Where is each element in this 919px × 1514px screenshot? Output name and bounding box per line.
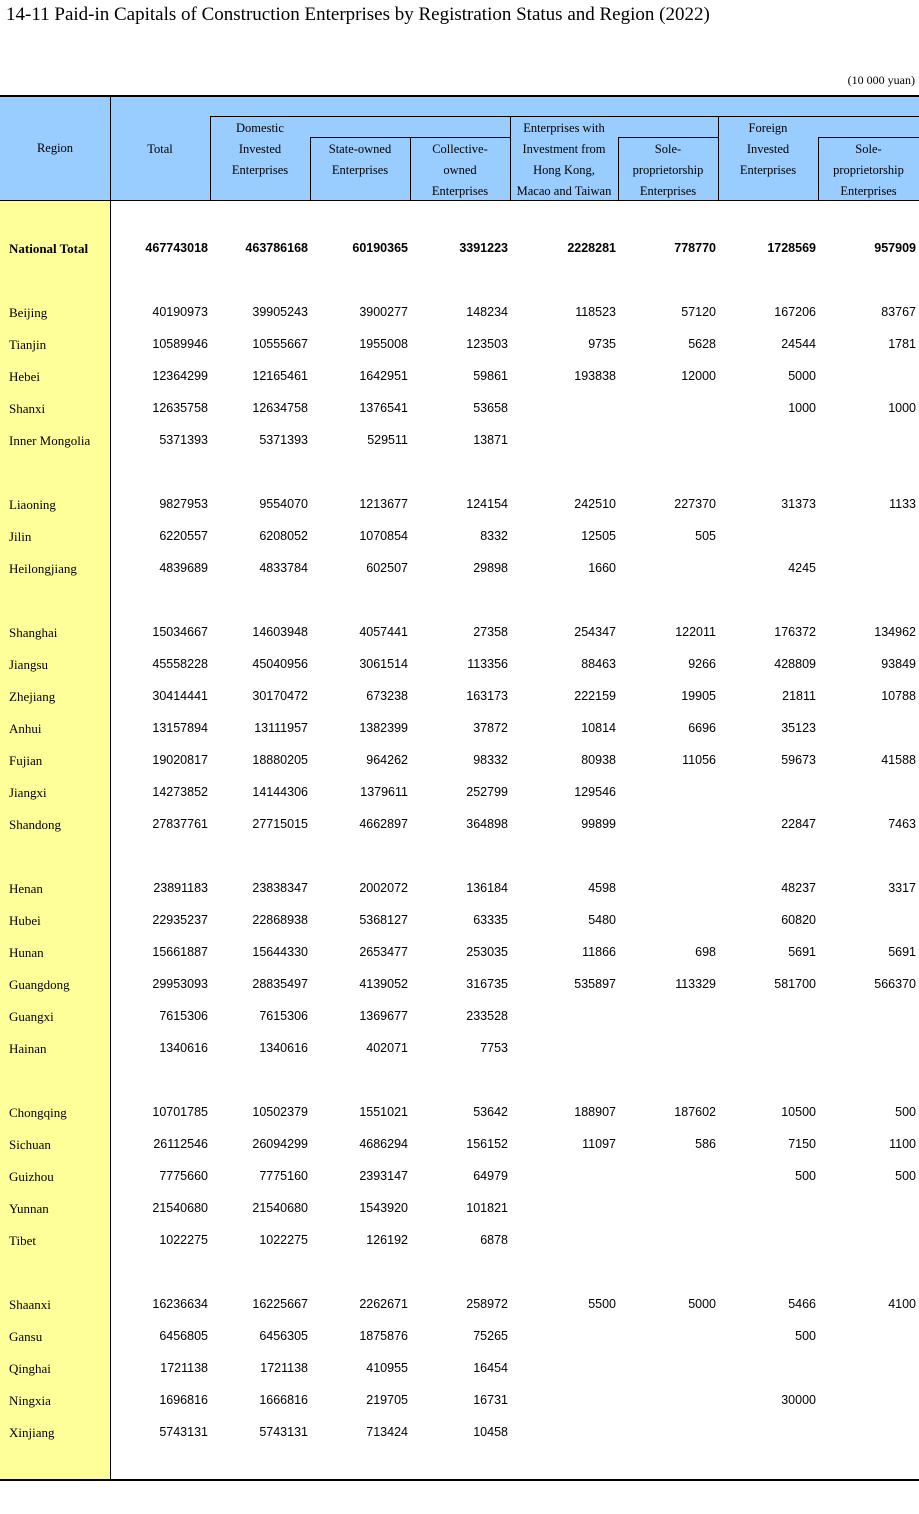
header-divider (210, 116, 919, 117)
table-cell: 4100 (888, 1297, 916, 1311)
table-cell: 2228281 (567, 241, 616, 255)
region-name: Heilongjiang (9, 561, 77, 576)
table-cell: 698 (695, 945, 716, 959)
table-cell: 1213677 (359, 497, 408, 511)
table-cell: 10555667 (252, 337, 308, 351)
table-row (0, 1041, 919, 1061)
table-cell: 7775660 (159, 1169, 208, 1183)
table-cell: 219705 (366, 1393, 408, 1407)
table-cell: 467743018 (145, 241, 208, 255)
table-cell: 21540680 (252, 1201, 308, 1215)
table-cell: 1100 (889, 1137, 916, 1151)
table-cell: 12165461 (252, 369, 308, 383)
table-row (0, 1297, 919, 1317)
table-row (0, 1329, 919, 1349)
table-cell: 1340616 (159, 1041, 208, 1055)
table-cell: 16454 (473, 1361, 508, 1375)
table-cell: 11866 (582, 945, 616, 959)
table-cell: 1022275 (159, 1233, 208, 1247)
table-cell: 27715015 (252, 817, 308, 831)
table-cell: 59861 (473, 369, 508, 383)
region-name: Sichuan (9, 1137, 51, 1152)
table-cell: 6220557 (159, 529, 208, 543)
table-cell: 2653477 (359, 945, 408, 959)
table-cell: 75265 (473, 1329, 508, 1343)
table-cell: 53658 (473, 401, 508, 415)
table-cell: 16731 (473, 1393, 508, 1407)
table-row (0, 657, 919, 677)
table-cell: 123503 (466, 337, 508, 351)
table-cell: 10589946 (152, 337, 208, 351)
table-cell: 23838347 (252, 881, 308, 895)
table-cell: 673238 (366, 689, 408, 703)
header-collective: Collective- owned Enterprises (431, 142, 489, 198)
table-row (0, 977, 919, 997)
table-row (0, 945, 919, 965)
table-cell: 113356 (467, 657, 508, 671)
table-row (0, 913, 919, 933)
table-cell: 11056 (682, 753, 716, 767)
table-cell: 16236634 (152, 1297, 208, 1311)
table-cell: 1376541 (359, 401, 408, 415)
header-foreign: Foreign Invested Enterprises (739, 121, 797, 177)
table-cell: 7463 (888, 817, 916, 831)
table-cell: 3391223 (459, 241, 508, 255)
table-cell: 4245 (788, 561, 816, 575)
table-cell: 10502379 (252, 1105, 308, 1119)
page-title: 14-11 Paid-in Capitals of Construction Enterprises by Registration Status and Region (2022) (6, 4, 710, 25)
table-cell: 26094299 (252, 1137, 308, 1151)
table-cell: 2393147 (359, 1169, 408, 1183)
table-cell: 39905243 (252, 305, 308, 319)
table-cell: 5500 (588, 1297, 616, 1311)
table-row (0, 561, 919, 581)
table-cell: 27837761 (152, 817, 208, 831)
table-cell: 1696816 (159, 1393, 208, 1407)
header-foreign-sole: Sole- proprietorship Enterprises (833, 142, 904, 198)
table-cell: 10458 (473, 1425, 508, 1439)
table-row-national-total (0, 241, 919, 261)
table-cell: 252799 (466, 785, 508, 799)
table-cell: 13871 (473, 433, 508, 447)
table-cell: 7753 (480, 1041, 508, 1055)
unit-label: (10 000 yuan) (847, 73, 915, 87)
table-cell: 9735 (588, 337, 616, 351)
table-cell: 12505 (581, 529, 616, 543)
table-cell: 31373 (781, 497, 816, 511)
table-cell: 30170472 (252, 689, 308, 703)
table-cell: 10788 (881, 689, 916, 703)
region-name: Tianjin (9, 337, 47, 352)
table-row (0, 625, 919, 645)
table-cell: 581700 (774, 977, 816, 991)
table-cell: 41588 (881, 753, 916, 767)
table-cell: 9266 (688, 657, 716, 671)
region-name: Shanghai (9, 625, 58, 640)
table-cell: 6456805 (159, 1329, 208, 1343)
table-cell: 5743131 (259, 1425, 308, 1439)
table-cell: 233528 (466, 1009, 508, 1023)
table-cell: 15661887 (152, 945, 208, 959)
table-cell: 136184 (466, 881, 508, 895)
table-cell: 16225667 (252, 1297, 308, 1311)
region-name: Hainan (9, 1041, 47, 1056)
table-cell: 11097 (582, 1137, 616, 1151)
table-cell: 28835497 (252, 977, 308, 991)
table-cell: 19905 (681, 689, 716, 703)
region-name: Fujian (9, 753, 43, 768)
region-name: Jilin (9, 529, 32, 544)
table-cell: 22847 (781, 817, 816, 831)
header-hmt-sole: Sole- proprietorship Enterprises (632, 142, 704, 198)
table-cell: 7615306 (259, 1009, 308, 1023)
table-cell: 88463 (581, 657, 616, 671)
table-cell: 2262671 (359, 1297, 408, 1311)
region-name: Ningxia (9, 1393, 51, 1408)
region-name: Hunan (9, 945, 44, 960)
table-cell: 410955 (366, 1361, 408, 1375)
table-row (0, 1105, 919, 1125)
table-cell: 1369677 (359, 1009, 408, 1023)
table-row (0, 401, 919, 421)
table-cell: 428809 (774, 657, 816, 671)
table-cell: 13111957 (254, 721, 308, 735)
table-row (0, 881, 919, 901)
table-cell: 30000 (781, 1393, 816, 1407)
table-cell: 22868938 (252, 913, 308, 927)
table-row (0, 1137, 919, 1157)
table-cell: 1642951 (359, 369, 408, 383)
table-cell: 40190973 (152, 305, 208, 319)
region-name: Guangxi (9, 1009, 54, 1024)
table-cell: 5628 (688, 337, 716, 351)
table-cell: 6456305 (259, 1329, 308, 1343)
table-cell: 12635758 (152, 401, 208, 415)
region-name: Shandong (9, 817, 61, 832)
table-row (0, 1009, 919, 1029)
table-cell: 242510 (574, 497, 616, 511)
table-cell: 5466 (788, 1297, 816, 1311)
table-cell: 4662897 (359, 817, 408, 831)
table-cell: 53642 (473, 1105, 508, 1119)
region-column-background (0, 201, 110, 1480)
table-cell: 101821 (466, 1201, 508, 1215)
table-cell: 500 (895, 1105, 916, 1119)
table-row (0, 1169, 919, 1189)
table-cell: 5000 (788, 369, 816, 383)
table-cell: 713424 (366, 1425, 408, 1439)
table-cell: 4833784 (259, 561, 308, 575)
table-cell: 118523 (575, 305, 616, 319)
table-cell: 586 (695, 1137, 716, 1151)
table-row (0, 1393, 919, 1413)
table-cell: 18880205 (252, 753, 308, 767)
table-cell: 4057441 (359, 625, 408, 639)
table-cell: 227370 (674, 497, 716, 511)
table-cell: 7615306 (159, 1009, 208, 1023)
table-cell: 500 (895, 1169, 916, 1183)
table-cell: 1875876 (359, 1329, 408, 1343)
table-row (0, 337, 919, 357)
table-cell: 126192 (366, 1233, 408, 1247)
table-cell: 258972 (466, 1297, 508, 1311)
region-name: Xinjiang (9, 1425, 55, 1440)
table-cell: 167206 (774, 305, 816, 319)
table-cell: 124154 (466, 497, 508, 511)
table-cell: 57120 (681, 305, 716, 319)
table-cell: 93849 (881, 657, 916, 671)
region-name: Shaanxi (9, 1297, 51, 1312)
table-cell: 1379611 (360, 785, 408, 799)
header-region: Region (36, 141, 74, 155)
table-cell: 778770 (674, 241, 716, 255)
table-cell: 12364299 (152, 369, 208, 383)
table-cell: 602507 (366, 561, 408, 575)
table-cell: 5371393 (259, 433, 308, 447)
table-cell: 21811 (782, 689, 816, 703)
table-cell: 9554070 (259, 497, 308, 511)
table-cell: 1781 (888, 337, 916, 351)
table-cell: 529511 (367, 433, 408, 447)
region-name: Jiangsu (9, 657, 48, 672)
table-cell: 5480 (588, 913, 616, 927)
table-cell: 957909 (874, 241, 916, 255)
region-name: Guizhou (9, 1169, 54, 1184)
table-row (0, 785, 919, 805)
table-cell: 1721138 (160, 1361, 208, 1375)
table-cell: 21540680 (152, 1201, 208, 1215)
table-bottom-border (0, 1479, 919, 1481)
table-row (0, 1361, 919, 1381)
table-cell: 156152 (466, 1137, 508, 1151)
table-cell: 964262 (366, 753, 408, 767)
table-cell: 566370 (874, 977, 916, 991)
table-cell: 63335 (473, 913, 508, 927)
table-cell: 1022275 (259, 1233, 308, 1247)
region-name: Jiangxi (9, 785, 47, 800)
table-cell: 45558228 (152, 657, 208, 671)
table-cell: 4139052 (359, 977, 408, 991)
region-name: Yunnan (9, 1201, 49, 1216)
table-cell: 193838 (574, 369, 616, 383)
table-cell: 316735 (466, 977, 508, 991)
table-cell: 5743131 (159, 1425, 208, 1439)
region-name: Shanxi (9, 401, 46, 416)
region-name: Chongqing (9, 1105, 67, 1120)
table-cell: 6696 (688, 721, 716, 735)
table-cell: 10814 (581, 721, 616, 735)
table-cell: 2002072 (359, 881, 408, 895)
table-cell: 83767 (881, 305, 916, 319)
region-name: Henan (9, 881, 43, 896)
table-cell: 254347 (574, 625, 616, 639)
table-cell: 98332 (473, 753, 508, 767)
table-cell: 6878 (480, 1233, 508, 1247)
table-cell: 29953093 (152, 977, 208, 991)
table-cell: 80938 (581, 753, 616, 767)
table-row (0, 433, 919, 453)
table-row (0, 369, 919, 389)
table-cell: 122011 (675, 625, 716, 639)
table-row (0, 689, 919, 709)
header-domestic: Domestic Invested Enterprises (231, 121, 289, 177)
table-cell: 163173 (466, 689, 508, 703)
table-cell: 505 (695, 529, 716, 543)
table-cell: 1955008 (359, 337, 408, 351)
table-row (0, 1425, 919, 1445)
table-cell: 535897 (574, 977, 616, 991)
table-cell: 1721138 (260, 1361, 308, 1375)
table-row (0, 1233, 919, 1253)
table-cell: 9827953 (159, 497, 208, 511)
table-row (0, 497, 919, 517)
table-cell: 13157894 (152, 721, 208, 735)
region-name: Inner Mongolia (9, 433, 91, 448)
table-cell: 1000 (788, 401, 816, 415)
table-cell: 148234 (466, 305, 508, 319)
header-total: Total (147, 142, 173, 156)
table-cell: 1666816 (259, 1393, 308, 1407)
table-cell: 23891183 (153, 881, 208, 895)
header-hmt: Enterprises with Investment from Hong Kong, Macao and Taiwan (516, 121, 612, 198)
table-row (0, 1201, 919, 1221)
table-cell: 14603948 (252, 625, 308, 639)
table-cell: 5368127 (359, 913, 408, 927)
table-cell: 1133 (889, 497, 916, 511)
table-cell: 188907 (574, 1105, 616, 1119)
header-divider (618, 137, 718, 138)
table-cell: 5000 (688, 1297, 716, 1311)
header-divider (818, 137, 919, 138)
table-cell: 6208052 (259, 529, 308, 543)
table-cell: 99899 (581, 817, 616, 831)
table-cell: 26112546 (153, 1137, 208, 1151)
table-cell: 176372 (774, 625, 816, 639)
table-cell: 7775160 (259, 1169, 308, 1183)
table-cell: 45040956 (252, 657, 308, 671)
table-cell: 1543920 (359, 1201, 408, 1215)
table-cell: 5691 (888, 945, 916, 959)
region-name: Liaoning (9, 497, 56, 512)
table-cell: 60820 (781, 913, 816, 927)
table-cell: 24544 (781, 337, 816, 351)
table-cell: 59673 (781, 753, 816, 767)
table-cell: 1340616 (259, 1041, 308, 1055)
table-cell: 1660 (588, 561, 616, 575)
region-name: Guangdong (9, 977, 70, 992)
table-cell: 187602 (674, 1105, 716, 1119)
table-cell: 22935237 (152, 913, 208, 927)
region-name: Qinghai (9, 1361, 51, 1376)
table-cell: 19020817 (152, 753, 208, 767)
table-cell: 4839689 (159, 561, 208, 575)
table-cell: 222159 (574, 689, 616, 703)
region-name: Gansu (9, 1329, 43, 1344)
region-name: Anhui (9, 721, 42, 736)
table-cell: 12000 (681, 369, 716, 383)
table-cell: 1551021 (359, 1105, 408, 1119)
table-cell: 14144306 (252, 785, 308, 799)
table-cell: 7150 (788, 1137, 816, 1151)
table-cell: 3900277 (359, 305, 408, 319)
table-cell: 14273852 (152, 785, 208, 799)
table-cell: 29898 (473, 561, 508, 575)
table-row (0, 305, 919, 325)
region-name: Tibet (9, 1233, 36, 1248)
table-cell: 402071 (366, 1041, 408, 1055)
table-cell: 48237 (781, 881, 816, 895)
region-name: National Total (9, 241, 89, 256)
table-row (0, 721, 919, 741)
table-cell: 129546 (574, 785, 616, 799)
table-row (0, 529, 919, 549)
table-cell: 3061514 (359, 657, 408, 671)
table-cell: 5371393 (159, 433, 208, 447)
table-cell: 500 (795, 1329, 816, 1343)
table-cell: 134962 (874, 625, 916, 639)
table-cell: 37872 (473, 721, 508, 735)
table-cell: 60190365 (352, 241, 408, 255)
table-cell: 4598 (588, 881, 616, 895)
region-name: Hebei (9, 369, 41, 384)
table-cell: 30414441 (152, 689, 208, 703)
table-cell: 1000 (888, 401, 916, 415)
table-cell: 15034667 (152, 625, 208, 639)
table-cell: 3317 (888, 881, 916, 895)
table-cell: 10701785 (152, 1105, 208, 1119)
table-cell: 8332 (480, 529, 508, 543)
table-cell: 1070854 (359, 529, 408, 543)
table-cell: 1382399 (359, 721, 408, 735)
table-cell: 500 (795, 1169, 816, 1183)
table-cell: 27358 (473, 625, 508, 639)
table-cell: 5691 (788, 945, 816, 959)
table-cell: 4686294 (359, 1137, 408, 1151)
region-name: Zhejiang (9, 689, 56, 704)
region-name: Hubei (9, 913, 41, 928)
table-cell: 253035 (466, 945, 508, 959)
table-cell: 113329 (675, 977, 716, 991)
table-cell: 12634758 (252, 401, 308, 415)
header-state-owned: State-owned Enterprises (328, 142, 392, 177)
table-cell: 15644330 (252, 945, 308, 959)
table-cell: 64979 (473, 1169, 508, 1183)
table-cell: 10500 (781, 1105, 816, 1119)
table-cell: 463786168 (245, 241, 308, 255)
table-cell: 1728569 (767, 241, 816, 255)
region-name: Beijing (9, 305, 48, 320)
table-row (0, 753, 919, 773)
table-row (0, 817, 919, 837)
table-cell: 35123 (781, 721, 816, 735)
table-cell: 364898 (466, 817, 508, 831)
